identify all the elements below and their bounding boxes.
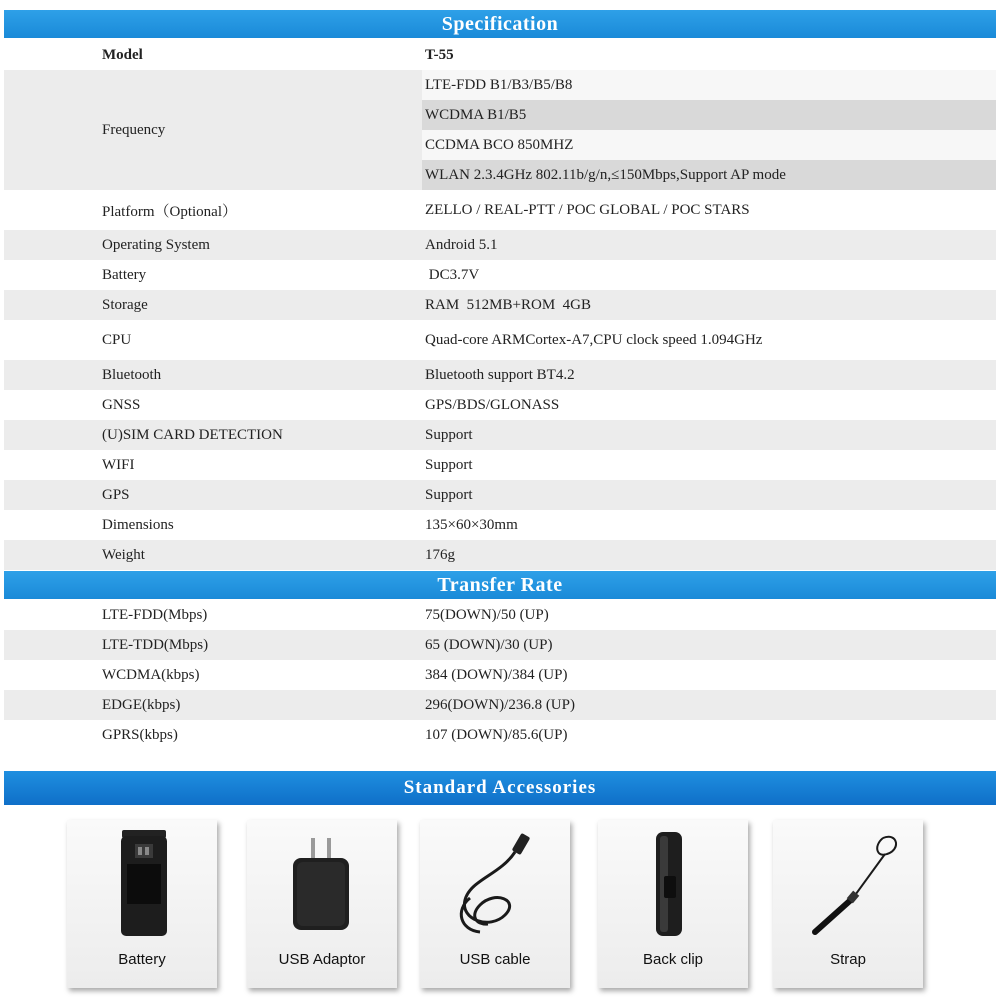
accessory-card-back-clip bbox=[598, 820, 748, 988]
frequency-value: WCDMA B1/B5 bbox=[422, 100, 996, 130]
spec-row bbox=[4, 260, 996, 290]
spec-value: Support bbox=[425, 486, 473, 503]
spec-label: Bluetooth bbox=[102, 366, 162, 383]
accessory-card-usb-cable bbox=[420, 820, 570, 988]
spec-row bbox=[4, 450, 996, 480]
transfer-rate-banner: Transfer Rate bbox=[4, 571, 996, 599]
spec-value: 135×60×30mm bbox=[425, 516, 518, 533]
rate-label: LTE-FDD(Mbps) bbox=[102, 606, 208, 623]
spec-label: (U)SIM CARD DETECTION bbox=[102, 426, 283, 443]
accessory-caption: USB Adaptor bbox=[278, 951, 366, 968]
spec-label: Dimensions bbox=[102, 516, 174, 533]
spec-row bbox=[4, 360, 996, 390]
spec-label: GNSS bbox=[102, 396, 141, 413]
rate-value: 65 (DOWN)/30 (UP) bbox=[425, 636, 553, 653]
spec-value: Quad-core ARMCortex-A7,CPU clock speed 1.094GHz bbox=[425, 331, 763, 348]
accessory-card-strap bbox=[773, 820, 923, 988]
rate-value: 296(DOWN)/236.8 (UP) bbox=[425, 696, 575, 713]
usb-adaptor-icon bbox=[247, 820, 397, 960]
spec-value: DC3.7V bbox=[425, 266, 480, 283]
rate-label: GPRS(kbps) bbox=[102, 726, 178, 743]
rate-row bbox=[4, 720, 996, 750]
rate-value: 75(DOWN)/50 (UP) bbox=[425, 606, 549, 623]
battery-icon bbox=[67, 820, 217, 960]
spec-row bbox=[4, 420, 996, 450]
accessory-caption: Strap bbox=[830, 951, 866, 968]
rate-label: EDGE(kbps) bbox=[102, 696, 181, 713]
spec-label: Operating System bbox=[102, 236, 210, 253]
spec-row bbox=[4, 290, 996, 320]
spec-row bbox=[4, 480, 996, 510]
rate-row bbox=[4, 630, 996, 660]
rate-label: WCDMA(kbps) bbox=[102, 666, 200, 683]
spec-row bbox=[4, 510, 996, 540]
spec-value: ZELLO / REAL-PTT / POC GLOBAL / POC STARS bbox=[425, 201, 750, 218]
spec-label: Frequency bbox=[102, 121, 166, 138]
rate-label: LTE-TDD(Mbps) bbox=[102, 636, 209, 653]
frequency-value: LTE-FDD B1/B3/B5/B8 bbox=[422, 70, 996, 100]
accessories-list bbox=[0, 820, 1000, 990]
spec-row bbox=[4, 540, 996, 570]
accessory-caption: Back clip bbox=[642, 951, 704, 968]
spec-label: CPU bbox=[102, 331, 132, 348]
accessory-card-usb-adaptor bbox=[247, 820, 397, 988]
spec-row-model bbox=[4, 40, 996, 70]
spec-label: Model bbox=[102, 46, 143, 63]
back-clip-icon bbox=[598, 820, 748, 960]
spec-label: Battery bbox=[102, 266, 147, 283]
accessory-card-battery bbox=[67, 820, 217, 988]
standard-accessories-banner: Standard Accessories bbox=[4, 771, 996, 805]
strap-icon bbox=[773, 820, 923, 960]
spec-row bbox=[4, 320, 996, 360]
spec-value: Support bbox=[425, 426, 473, 443]
rate-row bbox=[4, 660, 996, 690]
spec-value: Support bbox=[425, 456, 473, 473]
spec-label: Platform（Optional） bbox=[102, 203, 237, 220]
spec-value: Bluetooth support BT4.2 bbox=[425, 366, 575, 383]
frequency-value: CCDMA BCO 850MHZ bbox=[422, 130, 996, 160]
spec-label: GPS bbox=[102, 486, 130, 503]
spec-row bbox=[4, 230, 996, 260]
spec-row bbox=[4, 390, 996, 420]
spec-value: GPS/BDS/GLONASS bbox=[425, 396, 560, 413]
specification-banner: Specification bbox=[4, 10, 996, 38]
spec-row bbox=[4, 190, 996, 230]
spec-value: Android 5.1 bbox=[425, 236, 498, 253]
rate-row bbox=[4, 600, 996, 630]
accessory-caption: USB cable bbox=[459, 951, 531, 968]
usb-cable-icon bbox=[420, 820, 570, 960]
spec-value: T-55 bbox=[425, 46, 454, 63]
rate-value: 107 (DOWN)/85.6(UP) bbox=[425, 726, 568, 743]
spec-label: Weight bbox=[102, 546, 145, 563]
spec-label: WIFI bbox=[102, 456, 135, 473]
spec-value: 176g bbox=[425, 546, 455, 563]
spec-row-frequency bbox=[4, 70, 996, 190]
spec-value: RAM 512MB+ROM 4GB bbox=[425, 296, 591, 313]
frequency-value: WLAN 2.3.4GHz 802.11b/g/n,≤150Mbps,Support AP mode bbox=[422, 160, 996, 190]
rate-row bbox=[4, 690, 996, 720]
spec-label: Storage bbox=[102, 296, 148, 313]
accessory-caption: Battery bbox=[118, 951, 166, 968]
rate-value: 384 (DOWN)/384 (UP) bbox=[425, 666, 568, 683]
